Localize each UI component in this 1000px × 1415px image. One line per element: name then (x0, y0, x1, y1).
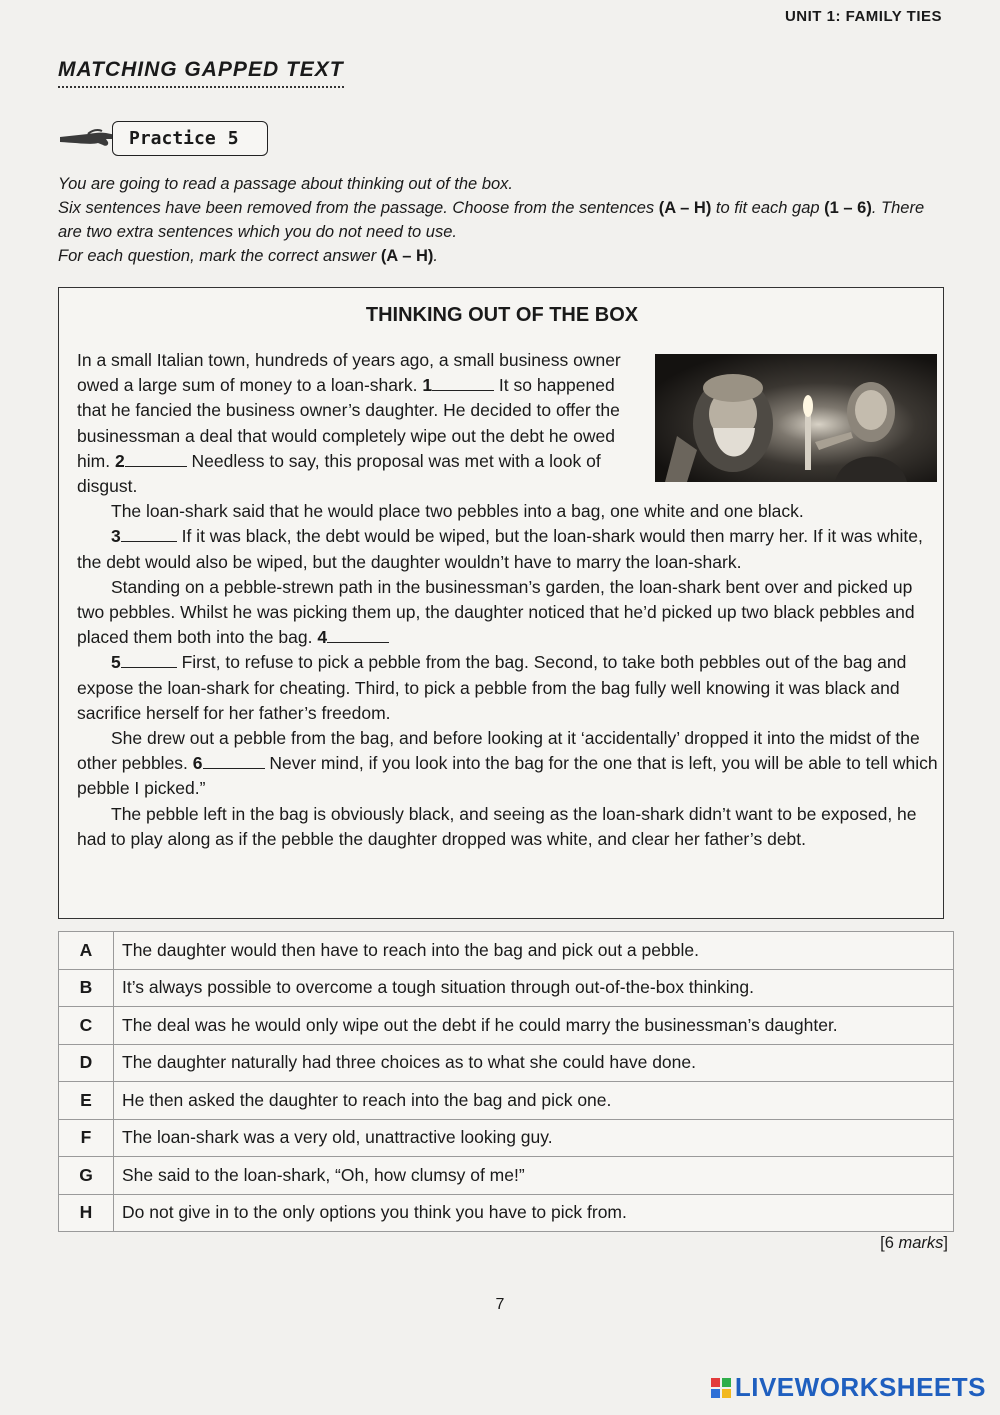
instruction-line-3 (58, 244, 948, 268)
option-row[interactable] (59, 1119, 954, 1157)
practice-label (58, 118, 268, 158)
marks-open: [6 (880, 1234, 899, 1252)
gap-blank-3[interactable] (121, 527, 177, 542)
option-letter: C (59, 1007, 114, 1045)
gap-number-4: 4 (317, 627, 328, 648)
marks-word: marks (898, 1234, 944, 1252)
instruction-text: . There are two extra sentences which you do not need to use. (58, 199, 925, 241)
gap-blank-4[interactable] (327, 628, 389, 643)
practice-box (112, 121, 268, 156)
option-text: She said to the loan-shark, “Oh, how clumsy of me!” (114, 1157, 954, 1195)
option-letter: B (59, 969, 114, 1007)
option-row[interactable] (59, 1044, 954, 1082)
practice-number: 5 (227, 127, 239, 149)
option-text: He then asked the daughter to reach into the bag and pick one. (114, 1082, 954, 1120)
passage-sentence: If it was black, the debt would be wiped, but the loan-shark would then marry her. If it was white, the debt would also be wiped, but the daughter wouldn’t have to marry the loan-shark. (77, 526, 923, 572)
pointing-hand-icon (58, 123, 120, 153)
gap-number-6: 6 (192, 753, 203, 774)
instruction-text: . (433, 247, 438, 265)
option-text: The deal was he would only wipe out the debt if he could marry the businessman’s daughter. (114, 1007, 954, 1045)
option-row[interactable] (59, 969, 954, 1007)
instruction-text: to fit each gap (711, 199, 825, 217)
option-text: Do not give in to the only options you think you have to pick from. (114, 1194, 954, 1232)
passage-sentence: Standing on a pebble-strewn path in the businessman’s garden, the loan-shark bent over and picked up two pebbles. Whilst he was picking them up, the daughter noticed that he’d picked up two black pebbles and placed them both into the bag. (77, 576, 915, 648)
option-letter: G (59, 1157, 114, 1195)
liveworksheets-logo[interactable] (711, 1372, 986, 1403)
instruction-text: For each question, mark the correct answer (58, 247, 381, 265)
passage-title: THINKING OUT OF THE BOX (365, 304, 639, 326)
option-row[interactable] (59, 1007, 954, 1045)
passage-paragraph-3 (77, 524, 941, 574)
passage-sentence: In a small Italian town, hundreds of years ago, a small business owner owed a large sum of money to a loan-shark. (77, 350, 621, 396)
instruction-line-2 (58, 196, 948, 244)
marks-label (880, 1234, 948, 1253)
passage-sentence: Needless to say, this proposal was met with a look of disgust. (77, 450, 601, 497)
gap-number-3: 3 (111, 526, 121, 547)
option-letter: D (59, 1044, 114, 1082)
option-text: The daughter would then have to reach into the bag and pick out a pebble. (114, 932, 954, 970)
passage-paragraph-5 (77, 650, 941, 726)
passage-box (58, 287, 944, 919)
option-letter: H (59, 1194, 114, 1232)
option-row[interactable] (59, 1082, 954, 1120)
gap-blank-6[interactable] (203, 754, 265, 769)
passage-sentence: Never mind, if you look into the bag for the one that is left, you will be able to tell which pebble I picked.” (77, 753, 938, 799)
passage-sentence: First, to refuse to pick a pebble from the bag. Second, to take both pebbles out of the bag and expose the loan-shark for cheating. Third, to pick a pebble from the bag fully well knowing it was black and sacrifice herself for her father’s freedom. (77, 652, 907, 723)
passage-paragraph-4 (77, 575, 941, 651)
gap-number-5: 5 (111, 652, 121, 673)
instruction-range: (A – H) (380, 247, 434, 265)
option-letter: A (59, 932, 114, 970)
page-number: 7 (495, 1296, 505, 1313)
passage-paragraph-6 (77, 726, 941, 802)
gap-blank-5[interactable] (121, 653, 177, 668)
option-text: It’s always possible to overcome a tough situation through out-of-the-box thinking. (114, 969, 954, 1007)
liveworksheets-icon (711, 1378, 731, 1398)
passage-sentence: It so happened that he fancied the business owner’s daughter. He decided to offer the businessman a deal that would completely wipe out the debt he owed him. (77, 375, 620, 471)
instructions (58, 172, 948, 268)
option-row[interactable] (59, 1157, 954, 1195)
instruction-text: Six sentences have been removed from the passage. Choose from the sentences (58, 199, 659, 217)
option-row[interactable] (59, 1194, 954, 1232)
gap-blank-1[interactable] (432, 376, 494, 391)
liveworksheets-brand: LIVEWORKSHEETS (734, 1372, 986, 1402)
instruction-line-1: You are going to read a passage about thinking out of the box. (58, 175, 514, 193)
unit-header: UNIT 1: FAMILY TIES (784, 8, 942, 25)
passage-paragraph-2: The loan-shark said that he would place two pebbles into a bag, one white and one black. (111, 501, 804, 522)
section-title: MATCHING GAPPED TEXT (58, 58, 344, 88)
passage-paragraph-1 (77, 348, 941, 499)
passage-sentence: She drew out a pebble from the bag, and before looking at it ‘accidentally’ dropped it into the midst of the other pebbles. (77, 728, 920, 774)
option-text: The loan-shark was a very old, unattractive looking guy. (114, 1119, 954, 1157)
option-letter: E (59, 1082, 114, 1120)
instruction-range: (1 – 6) (824, 199, 872, 217)
option-text: The daughter naturally had three choices as to what she could have done. (114, 1044, 954, 1082)
gap-blank-2[interactable] (125, 452, 187, 467)
gap-number-2: 2 (114, 450, 125, 471)
instruction-range: (A – H) (658, 199, 712, 217)
option-row[interactable] (59, 932, 954, 970)
gap-number-1: 1 (422, 375, 433, 396)
practice-word: Practice (129, 127, 216, 149)
option-letter: F (59, 1119, 114, 1157)
options-table (58, 931, 954, 1232)
passage-text (77, 348, 941, 852)
marks-close: ] (943, 1234, 948, 1252)
passage-paragraph-7: The pebble left in the bag is obviously black, and seeing as the loan-shark didn’t want to be exposed, he had to play along as if the pebble the daughter dropped was white, and clear her father’s debt. (77, 803, 917, 849)
